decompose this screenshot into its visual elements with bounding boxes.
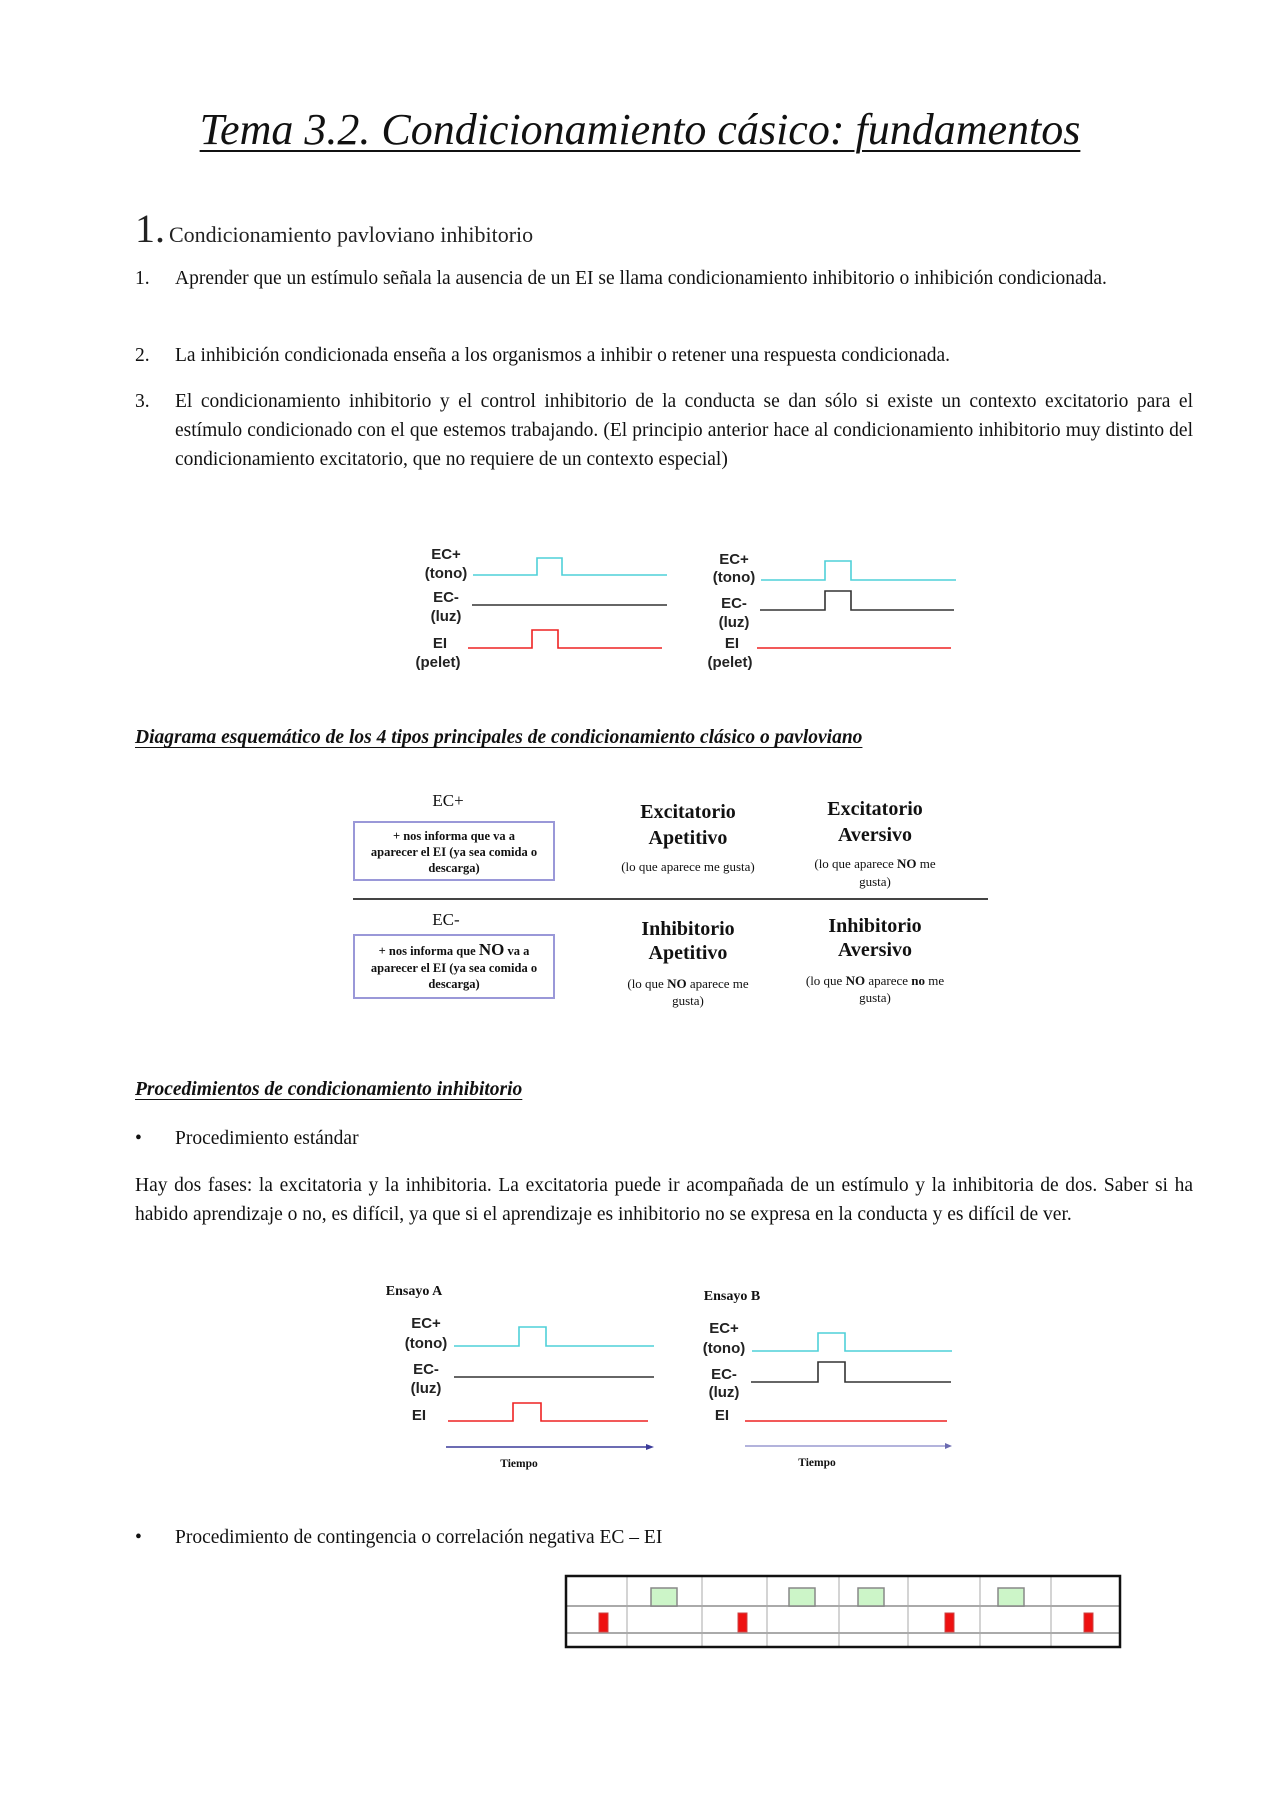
label-ec-plus: EC+: [411, 1315, 441, 1332]
list-number: 1.: [135, 268, 150, 289]
inh-avers-title2: Aversivo: [837, 939, 913, 961]
label-tono: (tono): [712, 569, 756, 586]
diagram-caption: Diagrama esquemático de los 4 tipos principales de condicionamiento clásico o pavloviano: [135, 727, 863, 748]
label-pelet: (pelet): [415, 654, 461, 671]
cs-block: [998, 1588, 1024, 1606]
label-ec-minus: EC-: [721, 595, 747, 612]
time-label: Tiempo: [500, 1458, 538, 1470]
label-ei: EI: [714, 1407, 730, 1424]
bullet-text: Procedimiento estándar: [175, 1128, 359, 1149]
label-tono: (tono): [424, 565, 468, 582]
label-ec-plus: EC+: [709, 1320, 739, 1337]
ec-minus-desc: + nos informa que NO va a: [378, 940, 530, 959]
exc-avers-title: Excitatorio: [827, 798, 923, 820]
inh-apet-sub2: gusta): [672, 993, 704, 1008]
exc-apet-sub: (lo que aparece me gusta): [621, 859, 755, 874]
trial-b-title: Ensayo B: [703, 1289, 761, 1304]
list-number: 3.: [135, 391, 150, 412]
section-number: 1.: [135, 206, 165, 251]
us-block: [945, 1613, 954, 1632]
bullet-text: Procedimiento de contingencia o correlación negativa EC – EI: [175, 1527, 663, 1548]
us-block: [1084, 1613, 1093, 1632]
exc-avers-title2: Aversivo: [837, 824, 913, 846]
us-block: [599, 1613, 608, 1632]
inh-avers-sub: (lo que NO aparece no me: [805, 973, 945, 988]
exc-apet-title: Excitatorio: [640, 801, 736, 823]
exc-apet-title2: Apetitivo: [648, 827, 728, 849]
label-ec-minus: EC-: [413, 1361, 439, 1378]
label-luz: (luz): [718, 614, 750, 631]
cs-block: [789, 1588, 815, 1606]
inh-avers-title: Inhibitorio: [828, 915, 922, 937]
bullet-icon: •: [135, 1128, 142, 1149]
cs-block: [858, 1588, 884, 1606]
ec-minus-desc: descarga): [428, 977, 480, 991]
exc-avers-sub2: gusta): [859, 874, 891, 889]
list-text: La inhibición condicionada enseña a los organismos a inhibir o retener una respuesta condicionada.: [175, 345, 951, 366]
label-tono: (tono): [702, 1340, 746, 1357]
inh-apet-sub: (lo que NO aparece me: [627, 976, 749, 991]
label-ei: EI: [432, 635, 448, 652]
bullet-icon: •: [135, 1527, 142, 1548]
contingency-frame: [566, 1576, 1120, 1647]
trial-a-title: Ensayo A: [385, 1284, 443, 1299]
ec-plus-desc: aparecer el EI (ya sea comida o: [370, 845, 538, 859]
ec-minus-desc: aparecer el EI (ya sea comida o: [370, 961, 538, 975]
label-luz: (luz): [430, 608, 462, 625]
list-number: 2.: [135, 345, 150, 366]
section-heading-text: Condicionamiento pavloviano inhibitorio: [169, 222, 534, 247]
ec-plus-desc: + nos informa que va a: [392, 829, 516, 843]
label-luz: (luz): [410, 1380, 442, 1397]
ec-plus-label: EC+: [432, 791, 464, 810]
list-text: Aprender que un estímulo señala la ausencia de un EI se llama condicionamiento inhibitorio o inhibición condicionada.: [175, 268, 1107, 289]
label-ec-minus: EC-: [711, 1366, 737, 1383]
label-ei: EI: [724, 635, 740, 652]
us-block: [738, 1613, 747, 1632]
label-ec-plus: EC+: [719, 551, 749, 568]
exc-avers-sub: (lo que aparece NO me: [814, 856, 936, 871]
label-pelet: (pelet): [707, 654, 753, 671]
label-luz: (luz): [708, 1384, 740, 1401]
inh-avers-sub2: gusta): [859, 990, 891, 1005]
page-title: Tema 3.2. Condicionamiento cásico: fundamentos: [199, 105, 1081, 154]
time-label: Tiempo: [798, 1457, 836, 1469]
inh-apet-title2: Apetitivo: [648, 942, 728, 964]
ec-plus-desc: descarga): [428, 861, 480, 875]
cs-block: [651, 1588, 677, 1606]
cs-events: [651, 1588, 1024, 1606]
list-text: El condicionamiento inhibitorio y el control inhibitorio de la conducta se dan sólo si existe un contexto excitatorio para el estímulo condicionado con el que estemos trabajando. (El principio anterior hace al condicionamiento inhibitorio muy distinto del condicionamiento excitatorio, que no requiere de un contexto especial): [175, 391, 1193, 470]
label-ei: EI: [411, 1407, 427, 1424]
paragraph: Hay dos fases: la excitatoria y la inhibitoria. La excitatoria puede ir acompañada de un estímulo y la inhibitoria de dos. Saber si ha habido aprendizaje o no, es difícil, ya que si el aprendizaje es inhibitorio no se expresa en la conducta y es difícil de ver.: [135, 1175, 1193, 1225]
label-ec-minus: EC-: [433, 589, 459, 606]
inh-apet-title: Inhibitorio: [641, 918, 735, 940]
section-heading-procedures: Procedimientos de condicionamiento inhibitorio: [135, 1079, 523, 1100]
label-ec-plus: EC+: [431, 546, 461, 563]
label-tono: (tono): [404, 1335, 448, 1352]
ec-minus-label: EC-: [432, 910, 460, 929]
grid: [627, 1577, 1051, 1646]
us-events: [599, 1613, 1093, 1632]
